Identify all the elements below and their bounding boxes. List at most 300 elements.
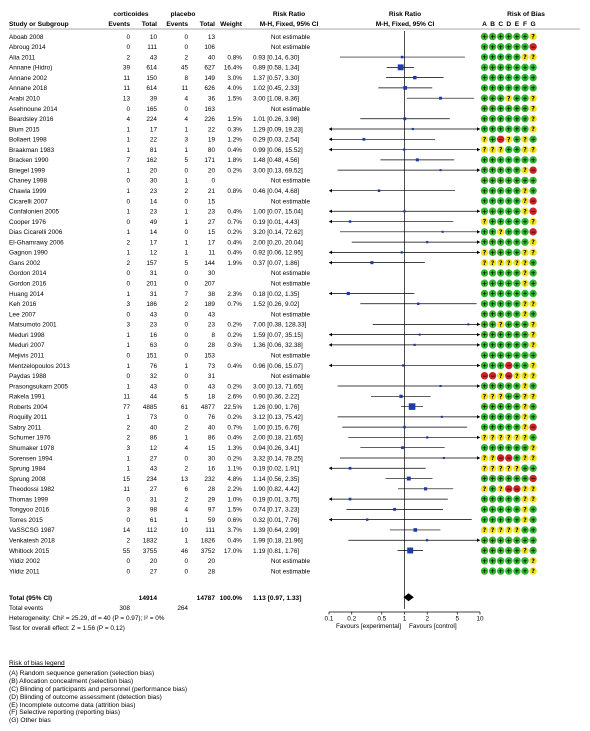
rob-row [481,423,537,431]
rob-symbol: + [498,568,504,576]
events-ctl: 10 [180,527,188,535]
rob-symbol: + [481,64,488,72]
rob-symbol: + [514,136,520,144]
events-exp: 1 [126,331,130,339]
events-ctl: 0 [184,44,188,52]
rob-symbol: − [490,372,496,380]
events-ctl: 0 [184,33,188,41]
study-name: Annane 2018 [9,85,48,93]
total-ctl: 27 [207,218,215,226]
rob-symbol: + [522,362,528,370]
total-ctl: 40 [207,54,215,62]
weight-value: 3.0% [227,74,242,82]
favours-left: Favours [experimental] [336,623,401,630]
total-weight: 100.0% [219,595,242,602]
table-row [9,424,299,431]
total-ctl: 73 [207,362,215,370]
events-exp: 1 [126,136,130,144]
rob-symbol: ? [523,393,527,401]
study-name: Gordon 2016 [9,280,47,288]
ci-arrow-left [329,292,332,296]
events-ctl: 0 [184,558,188,566]
rob-symbol: ? [515,465,519,473]
total-ctl: 29 [207,496,215,504]
events-ctl: 2 [184,465,188,473]
weight-value: 0.7% [227,218,242,226]
rob-symbol: ? [498,146,503,154]
rob-row [481,249,537,257]
point-estimate [413,76,416,79]
total-exp: 10 [149,33,157,41]
study-name: Sabry 2011 [9,424,42,432]
rob-symbol: + [530,383,536,391]
rob-symbol: + [498,331,504,339]
total-ctl: 15 [207,198,215,206]
rob-letter-f: F [522,21,528,28]
events-exp: 14 [122,527,130,535]
point-estimate [403,148,405,150]
rob-symbol: + [514,280,520,288]
rob-symbol: + [481,85,488,92]
rob-symbol: + [522,465,528,473]
weight-value: 0.4% [227,537,242,545]
header-control: placebo [170,11,196,18]
rob-symbol: + [506,568,512,576]
rob-row [481,537,537,545]
rob-row [481,413,537,421]
rob-symbol: + [498,43,504,51]
events-exp: 0 [126,311,130,319]
events-ctl: 1 [184,177,188,185]
total-ctl: 18 [207,393,215,401]
total-ctl: 163 [204,105,215,113]
rob-symbol: + [498,33,504,41]
rr-value: 2.00 [0.20, 20.04] [253,239,303,247]
point-estimate [443,457,445,459]
rob-symbol: ? [523,496,527,504]
rob-symbol: + [498,403,504,411]
rob-row [481,310,537,318]
rob-symbol: + [490,300,496,308]
ci-arrow-right [477,127,480,131]
point-estimate [378,189,381,192]
rob-symbol: + [490,537,496,545]
study-name: Asehnoune 2014 [9,105,58,113]
rob-symbol: + [514,249,520,257]
weight-value: 2.2% [227,486,242,494]
weight-value: 1.5% [227,116,242,124]
total-exp: 86 [149,434,157,442]
study-name: VaSSCSG 1987 [9,527,55,535]
events-ctl: 6 [184,486,188,494]
rob-symbol: − [530,228,536,236]
total-ctl: 111 [205,527,215,535]
total-exp: 157 [146,259,157,267]
table-row [9,548,299,555]
events-exp: 1 [126,455,130,463]
total-exp: 112 [146,527,157,535]
rob-symbol: + [498,270,504,278]
rob-symbol: ? [498,321,503,329]
rob-symbol: + [490,383,496,391]
rob-symbol: ? [523,424,527,432]
table-row [9,342,303,349]
rob-symbol: + [506,228,512,236]
weight-value: 4.0% [227,85,242,93]
events-ctl: 0 [184,311,188,319]
weight-value: 1.2% [227,136,242,144]
rr-value: 0.37 [0.07, 1.86] [253,259,300,267]
axis-tick-label: 0.2 [347,615,357,623]
rr-value: 3.00 [0.13, 71.65] [253,383,303,391]
events-exp: 3 [126,506,130,514]
rob-symbol: + [522,239,528,247]
rob-symbol: ? [482,434,487,442]
rob-symbol: + [522,74,528,82]
study-name: Torres 2015 [9,516,43,524]
rob-symbol: ? [507,434,511,442]
rob-symbol: + [506,342,512,349]
total-ctl: 149 [204,74,215,82]
rr-value: Not estimable [270,280,310,288]
rob-symbol: + [490,352,496,360]
rob-row [481,177,537,185]
rob-symbol: + [490,280,496,288]
table-row [9,291,299,298]
rob-symbol: + [522,475,528,483]
rob-symbol: + [506,300,512,308]
events-ctl: 0 [184,342,188,350]
table-row [9,65,299,72]
events-exp: 3 [126,301,130,309]
events-exp: 13 [122,95,130,103]
ci-arrow-right [477,456,480,460]
table-row [9,34,310,41]
rob-symbol: + [514,156,520,164]
total-exp: 23 [149,321,157,329]
events-ctl: 1 [184,126,188,134]
rob-symbol: ? [498,434,503,442]
rob-row [481,475,537,483]
rob-symbol: + [506,506,512,514]
rob-symbol: ? [531,444,535,452]
rob-symbol: ? [531,126,535,134]
total-ctl: 23 [207,208,215,216]
ci-arrow-left [329,466,332,470]
rob-symbol: + [506,43,512,51]
rob-symbol: + [530,311,536,319]
rob-symbol: + [522,156,528,164]
point-estimate [417,303,419,305]
rob-row [481,136,537,144]
rob-symbol: ? [531,300,535,308]
summary-section [9,595,484,632]
table-row [9,455,303,462]
rob-symbol: + [490,424,496,432]
rob-symbol: + [481,557,488,565]
total-rr: 1.13 [0.97, 1.33] [253,595,302,602]
rob-symbol: + [481,105,488,113]
rob-symbol: − [498,455,504,463]
rob-row [481,197,537,205]
rob-symbol: − [506,362,512,370]
rob-letter-b: B [490,21,495,28]
events-ctl: 3 [184,136,188,144]
rr-value: 0.19 [0.01, 3.75] [253,496,300,504]
events-exp: 2 [126,259,130,267]
study-name: Shumaker 1978 [9,445,55,452]
legend-item-d: (D) Blinding of outcome assessment (detection bias) [9,693,162,701]
total-ctl: 226 [204,116,215,124]
events-exp: 0 [126,568,130,576]
weight-value: 0.4% [227,249,242,257]
point-estimate [401,56,404,59]
rob-symbol: + [522,568,528,576]
events-ctl: 4 [184,506,188,514]
rob-symbol: + [490,249,496,257]
rr-value: Not estimable [270,352,310,360]
events-exp: 4 [126,116,130,124]
rob-row [481,94,537,102]
rob-symbol: − [506,372,512,380]
rob-symbol: + [498,444,504,452]
rob-row [481,454,537,462]
events-ctl: 4 [184,116,188,124]
total-ctl: 626 [204,85,215,93]
study-name: Thomas 1999 [9,496,49,504]
rob-symbol: ? [531,218,535,226]
events-exp: 77 [122,403,130,411]
rob-symbol: − [530,424,536,432]
rob-symbol: + [490,475,496,483]
rob-letter-g: G [530,21,536,28]
rob-symbol: ? [531,331,535,339]
total-ctl: 17 [207,239,215,247]
events-ctl: 1 [184,239,188,247]
rob-symbol: + [506,403,512,411]
weight-value: 0.7% [227,301,242,309]
rob-symbol: + [522,218,528,226]
total-ctl: 106 [204,44,215,52]
table-row [9,198,310,205]
events-ctl: 0 [184,270,188,278]
rr-value: 0.19 [0.02, 1.91] [253,465,300,473]
table-row [9,137,299,144]
total-exp: 1832 [142,537,157,545]
events-ctl: 5 [184,393,188,401]
rob-symbol: ? [523,198,527,206]
rr-value: 7.00 [0.38, 128.33] [253,321,307,329]
events-exp: 1 [126,249,130,257]
table-row [9,486,299,493]
ci-arrow-right [477,343,480,347]
rob-symbol: + [498,208,504,216]
rob-symbol: + [498,537,504,545]
total-ctl: 8 [211,331,215,339]
study-name: Chawla 1999 [9,188,47,195]
rob-symbol: + [514,557,520,565]
rob-symbol: + [490,64,496,72]
rr-value: 1.52 [0.26, 9.02] [253,301,300,309]
study-name: Venkatesh 2018 [9,537,55,545]
rob-symbol: + [490,208,496,216]
point-estimate [402,364,404,366]
total-exp: 12 [149,249,157,257]
rob-symbol: + [481,496,488,504]
study-name: Mentzelopoulos 2013 [9,362,70,370]
weight-value: 0.4% [227,434,242,442]
rr-value: 1.48 [0.48, 4.56] [253,157,300,165]
total-n1: 14914 [138,595,157,602]
study-name: Abroug 2014 [9,44,46,52]
weight-value: 0.4% [227,208,242,216]
table-row [9,188,299,195]
rob-symbol: + [498,115,504,123]
point-estimate [439,385,441,387]
table-row [9,394,299,401]
rob-symbol: + [514,352,520,360]
rob-symbol: + [498,249,504,257]
total-ctl: 80 [207,146,215,154]
rob-symbol: + [530,64,536,72]
weight-value: 1.3% [227,445,242,452]
rob-symbol: − [498,136,504,144]
rob-symbol: + [506,290,512,298]
rob-symbol: + [490,413,496,421]
favours-right: Favours [control] [409,623,457,630]
risk-of-bias-grid [481,33,537,575]
rob-symbol: + [481,547,488,555]
rob-symbol: + [514,537,520,545]
total-ctl: 171 [204,157,215,165]
rob-symbol: + [506,413,512,421]
total-ctl: 40 [207,424,215,432]
rob-symbol: + [481,537,488,545]
events-ctl: 0 [184,383,188,391]
total-ctl: 1826 [200,537,215,545]
rob-symbol: + [498,280,504,288]
events-ctl: 1 [184,362,188,370]
rr-value: 0.46 [0.04, 4.68] [253,188,300,195]
total-exp: 17 [149,239,157,247]
ci-arrow-right [477,168,480,172]
rr-value: 1.37 [0.57, 3.30] [253,74,300,82]
rob-symbol: − [530,43,536,51]
rob-symbol: + [490,54,496,62]
rr-value: 3.00 [1.08, 8.36] [253,95,300,103]
rob-row [481,403,537,411]
total-exp: 111 [147,44,157,52]
rr-value: 0.18 [0.02, 1.35] [253,290,300,298]
ci-arrow-left [329,364,332,368]
rob-symbol: + [506,249,512,257]
rob-symbol: + [530,537,536,545]
rob-symbol: + [514,74,520,82]
rob-symbol: + [481,33,488,41]
rob-symbol: + [514,475,520,483]
weight-value: 3.7% [227,527,242,535]
rob-symbol: + [522,228,528,236]
total-exp: 151 [146,352,157,360]
rob-symbol: + [522,64,528,72]
rob-symbol: ? [515,259,519,267]
rob-symbol: + [506,208,512,216]
ci-arrow-left [329,261,332,265]
point-estimate [426,539,428,541]
header-rob-top: Risk of Bias [507,11,545,18]
rob-symbol: + [506,156,512,164]
rob-symbol: + [506,115,512,123]
weight-value: 0.2% [227,229,242,237]
rr-value: 0.29 [0.03, 2.54] [253,136,300,144]
events-ctl: 2 [184,54,188,62]
rob-symbol: ? [531,95,535,103]
legend-item-g: (G) Other bias [9,717,51,725]
table-row [9,383,303,390]
rob-letter-e: E [514,21,520,28]
rob-symbol: + [514,270,520,278]
point-estimate [412,128,414,130]
study-name: Rakela 1991 [9,393,45,401]
rob-symbol: + [481,167,488,175]
rob-symbol: ? [531,557,535,565]
point-estimate [403,117,406,120]
rob-symbol: ? [490,393,495,401]
study-name: Dias Cicarelli 2006 [9,229,63,237]
rob-legend [9,660,187,725]
table-row [9,352,310,359]
rob-row [481,156,537,164]
rob-symbol: + [490,270,496,278]
total-exp: 14 [149,229,157,237]
study-name: Bracken 1990 [9,157,49,165]
events-ctl: 0 [184,167,188,175]
rob-symbol: + [514,383,520,391]
study-name: Confalonieri 2005 [9,208,60,216]
events-ctl: 2 [184,496,188,504]
study-name: Briegel 1999 [9,167,45,175]
point-estimate [401,446,404,449]
table-row [9,239,303,246]
total-ctl: 43 [207,383,215,391]
total-ctl: 38 [207,290,215,298]
rr-value: 0.93 [0.14, 6.30] [253,54,300,62]
weight-value: 1.0% [227,496,242,504]
rob-symbol: ? [523,270,527,278]
rob-symbol: − [530,208,536,216]
events-exp: 15 [122,475,130,483]
rob-symbol: + [498,85,504,92]
rob-symbol: + [514,444,520,452]
rob-symbol: + [481,475,488,483]
rr-value: 0.99 [0.06, 15.52] [253,146,303,154]
rob-symbol: + [498,177,504,185]
total-ctl: 0 [211,177,215,185]
legend-item-c: (C) Blinding of participants and personnel (performance bias) [9,685,188,693]
header-weight: Weight [220,21,242,28]
events-exp: 0 [126,280,130,288]
rob-symbol: + [481,156,488,164]
ci-arrow-left [329,251,332,255]
weight-value: 1.8% [227,157,242,165]
events-ctl: 1 [184,146,188,154]
rob-row [481,351,537,359]
rob-row [481,84,537,92]
rob-symbol: + [490,557,496,565]
rob-symbol: ? [523,413,527,421]
rob-symbol: + [498,105,504,113]
rob-symbol: + [481,54,488,62]
